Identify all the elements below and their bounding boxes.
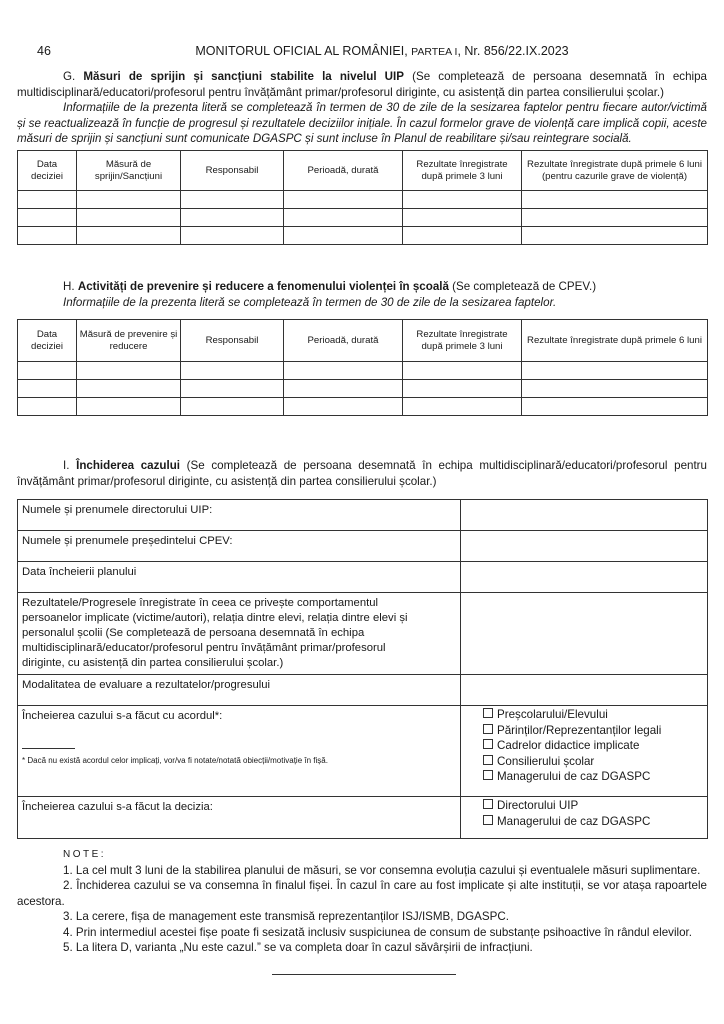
- section-i-note: (Se completează de persoana desemnată în echipa multidisciplinară/educatori/profesorul pentru învățământ primar/profesorul diriginte, cu asistență din partea consilierului școlar.): [17, 459, 707, 488]
- checkbox-dgaspc-manager-decision[interactable]: Managerului de caz DGASPC: [465, 814, 703, 830]
- table-cell[interactable]: [77, 398, 181, 416]
- table-row: [18, 209, 708, 227]
- table-cell[interactable]: [18, 191, 77, 209]
- title-main: MONITORUL OFICIAL AL ROMÂNIEI,: [195, 44, 412, 58]
- checkbox-school-counselor[interactable]: Consilierului școlar: [465, 754, 703, 770]
- checkbox-dgaspc-manager[interactable]: Managerului de caz DGASPC: [465, 769, 703, 785]
- footnote-divider: [22, 748, 75, 749]
- evaluation-label: Modalitatea de evaluare a rezultatelor/progresului: [18, 675, 461, 706]
- table-cell[interactable]: [181, 227, 284, 245]
- note-item: 5. La litera D, varianta „Nu este cazul.” se va completa doar în cazul săvârșirii de infracțiuni.: [63, 941, 533, 954]
- section-g-title: Măsuri de sprijin și sancțiuni stabilite la nivelul UIP: [83, 70, 405, 83]
- end-divider: [272, 974, 456, 975]
- col-header: Rezultate înregistrate după primele 3 luni: [403, 320, 522, 362]
- notes-title: NOTE:: [63, 849, 107, 860]
- table-cell[interactable]: [522, 227, 708, 245]
- table-cell[interactable]: [522, 398, 708, 416]
- note-item: 1. La cel mult 3 luni de la stabilirea planului de măsuri, se vor consemna evoluția cazului și eventualele măsuri suplimentare.: [63, 863, 701, 877]
- table-row: [18, 706, 708, 797]
- checkbox-teachers[interactable]: Cadrelor didactice implicate: [465, 738, 703, 754]
- decision-options: [461, 797, 708, 839]
- table-cell[interactable]: [181, 209, 284, 227]
- checkbox-icon[interactable]: [483, 724, 493, 734]
- table-cell[interactable]: [522, 209, 708, 227]
- section-i-title: Închiderea cazului: [76, 459, 181, 472]
- section-h-letter: H.: [63, 280, 75, 293]
- table-cell[interactable]: [18, 209, 77, 227]
- decision-label: Încheierea cazului s-a făcut la decizia:: [18, 797, 461, 839]
- section-h-info: Informațiile de la prezenta literă se completează în termen de 30 de zile de la sesizarea faptelor.: [63, 295, 557, 309]
- table-row: [18, 191, 708, 209]
- col-header: Măsură de sprijin/Sancțiuni: [77, 151, 181, 191]
- checkbox-uip-director[interactable]: Directorului UIP: [465, 798, 703, 814]
- col-header: Responsabil: [181, 320, 284, 362]
- president-field[interactable]: [461, 531, 708, 562]
- table-cell[interactable]: [18, 362, 77, 380]
- section-g-table: [17, 150, 708, 245]
- col-header: Rezultate înregistrate după primele 6 luni: [522, 320, 708, 362]
- agreement-cell: [18, 706, 461, 797]
- table-cell[interactable]: [77, 191, 181, 209]
- plan-end-date-field[interactable]: [461, 562, 708, 593]
- section-g-heading: [17, 69, 707, 147]
- table-cell[interactable]: [284, 191, 403, 209]
- table-row: [18, 227, 708, 245]
- section-h-title: Activități de prevenire și reducere a fenomenului violenței în școală: [77, 280, 449, 293]
- col-header: Perioadă, durată: [284, 151, 403, 191]
- case-closure-table: [17, 499, 708, 839]
- table-cell[interactable]: [403, 362, 522, 380]
- president-label: Numele și prenumele președintelui CPEV:: [18, 531, 461, 562]
- table-cell[interactable]: [284, 362, 403, 380]
- notes-section: [17, 846, 707, 956]
- table-cell[interactable]: [181, 191, 284, 209]
- table-row: [18, 562, 708, 593]
- results-field[interactable]: [461, 593, 708, 675]
- table-header-row: [18, 320, 708, 362]
- note-item: 2. Închiderea cazului se va consemna în finalul fișei. În cazul în care au fost implicate și alte instituții, se vor atașa rapoartele acestora.: [17, 879, 707, 908]
- table-cell[interactable]: [77, 209, 181, 227]
- note-item: 4. Prin intermediul acestei fișe poate fi sesizată inclusiv suspiciunea de consum de substanțe psihoactive în rândul elevilor.: [63, 925, 692, 939]
- checkbox-parents[interactable]: Părinților/Reprezentanților legali: [465, 723, 703, 739]
- section-g-letter: G.: [63, 70, 76, 83]
- col-header: Data deciziei: [18, 151, 77, 191]
- director-field[interactable]: [461, 500, 708, 531]
- table-cell[interactable]: [181, 380, 284, 398]
- table-cell[interactable]: [403, 398, 522, 416]
- checkbox-preschooler-student[interactable]: Preșcolarului/Elevului: [465, 707, 703, 723]
- table-cell[interactable]: [77, 362, 181, 380]
- table-row: [18, 500, 708, 531]
- table-cell[interactable]: [77, 380, 181, 398]
- col-header: Rezultate înregistrate după primele 3 luni: [403, 151, 522, 191]
- table-cell[interactable]: [403, 191, 522, 209]
- evaluation-field[interactable]: [461, 675, 708, 706]
- section-h-note: (Se completează de CPEV.): [448, 280, 597, 293]
- note-item: 3. La cerere, fișa de management este transmisă reprezentanților ISJ/ISMB, DGASPC.: [63, 910, 509, 923]
- table-row: [18, 593, 708, 675]
- publication-title: [0, 44, 724, 58]
- section-h-table: [17, 319, 708, 416]
- table-header-row: [18, 151, 708, 191]
- table-cell[interactable]: [18, 398, 77, 416]
- table-cell[interactable]: [18, 380, 77, 398]
- checkbox-icon[interactable]: [483, 755, 493, 765]
- page-number: 46: [37, 44, 51, 58]
- agreement-label: Încheierea cazului s-a făcut cu acordul*:: [22, 710, 223, 722]
- section-g-note: (Se completează de persoana desemnată în echipa multidisciplinară/educatori/profesorul pentru învățământ primar/profesorul diriginte, cu asistență din partea consilierului școlar.): [17, 70, 707, 99]
- table-cell[interactable]: [403, 380, 522, 398]
- table-row: [18, 398, 708, 416]
- checkbox-icon[interactable]: [483, 739, 493, 749]
- table-row: [18, 675, 708, 706]
- section-i-heading: [17, 458, 707, 489]
- agreement-options: [461, 706, 708, 797]
- agreement-footnote: * Dacă nu există acordul celor implicați, vor/va fi notate/notată obiecții/motivație în fișă.: [22, 756, 328, 765]
- plan-end-date-label: Data încheierii planului: [18, 562, 461, 593]
- section-i-letter: I.: [63, 459, 70, 472]
- col-header: Perioadă, durată: [284, 320, 403, 362]
- table-cell[interactable]: [522, 362, 708, 380]
- col-header: Responsabil: [181, 151, 284, 191]
- checkbox-icon[interactable]: [483, 815, 493, 825]
- section-g-info: Informațiile de la prezenta literă se completează în termen de 30 de zile de la sesizarea faptelor pentru fiecare autor/victimă și se reactualizează în funcție de progresul și rezultatele deciziilor inițiale. În cazul formelor grave de violență care implică copii, aceste măsuri de sprijin și sancțiuni sunt comunicate DGASPC și sunt incluse în Planul de reabilitare și/sau reintegrare socială.: [17, 101, 707, 145]
- table-cell[interactable]: [181, 362, 284, 380]
- col-header: Data deciziei: [18, 320, 77, 362]
- table-cell[interactable]: [181, 398, 284, 416]
- table-cell[interactable]: [284, 398, 403, 416]
- table-row: [18, 362, 708, 380]
- table-cell[interactable]: [522, 380, 708, 398]
- table-cell[interactable]: [284, 380, 403, 398]
- checkbox-icon[interactable]: [483, 799, 493, 809]
- checkbox-icon[interactable]: [483, 708, 493, 718]
- table-cell[interactable]: [522, 191, 708, 209]
- title-part: PARTEA I: [411, 46, 458, 58]
- table-cell[interactable]: [284, 209, 403, 227]
- table-row: [18, 531, 708, 562]
- director-label: Numele și prenumele directorului UIP:: [18, 500, 461, 531]
- table-cell[interactable]: [284, 227, 403, 245]
- title-issue: , Nr. 856/22.IX.2023: [457, 44, 569, 58]
- col-header: Măsură de prevenire și reducere: [77, 320, 181, 362]
- col-header: Rezultate înregistrate după primele 6 luni (pentru cazurile grave de violență): [522, 151, 708, 191]
- table-cell[interactable]: [77, 227, 181, 245]
- section-h-heading: [17, 279, 707, 310]
- table-cell[interactable]: [18, 227, 77, 245]
- table-cell[interactable]: [403, 209, 522, 227]
- table-cell[interactable]: [403, 227, 522, 245]
- checkbox-icon[interactable]: [483, 770, 493, 780]
- table-row: [18, 380, 708, 398]
- results-label: Rezultatele/Progresele înregistrate în ceea ce privește comportamentul persoanelor implicate (victime/autori), relația dintre elevi, relația dintre elevi și personalul școlii (Se completează de persoana desemnată în echipa multidisciplinară/educator/profesorul pentru învățământ primar/profesorul diriginte, cu asistență din partea consilierului școlar.): [18, 593, 461, 675]
- table-row: [18, 797, 708, 839]
